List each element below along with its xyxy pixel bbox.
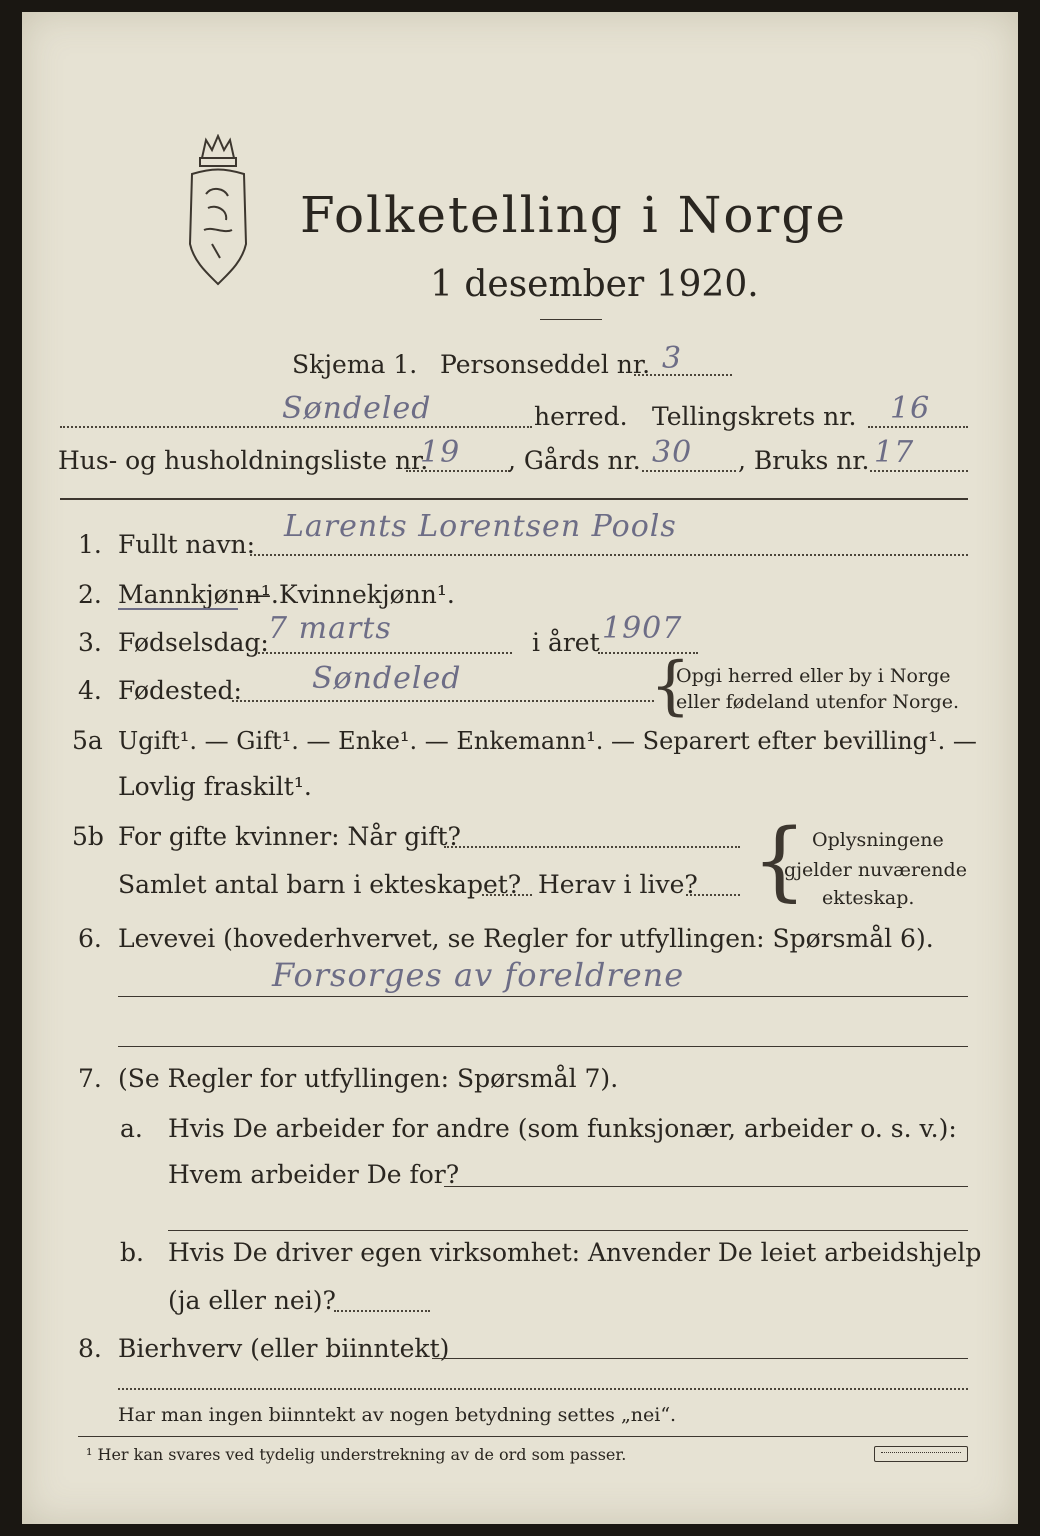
q7a-question: Hvem arbeider De for? <box>168 1160 460 1189</box>
q4-note-2: eller fødeland utenfor Norge. <box>676 691 960 713</box>
q6-number: 6. <box>78 924 102 953</box>
form-title: Folketelling i Norge <box>300 186 847 244</box>
hus-label: Hus- og husholdningsliste nr. <box>58 446 429 475</box>
q8-line-2 <box>118 1388 968 1390</box>
q5b-note-2: gjelder nuværende <box>784 859 967 881</box>
tellingskrets-line <box>868 426 968 428</box>
q5a-number: 5a <box>72 726 103 755</box>
q1-value: Larents Lorentsen Pools <box>284 509 677 544</box>
tellingskrets-label: Tellingskrets nr. <box>652 402 857 431</box>
gards-line <box>642 470 736 472</box>
hus-value: 19 <box>420 435 461 470</box>
q5b-note-1: Oplysningene <box>812 829 944 851</box>
q8-number: 8. <box>78 1334 102 1363</box>
q4-number: 4. <box>78 676 102 705</box>
skjema-label: Skjema 1. <box>292 350 418 379</box>
q7b-text: Hvis De driver egen virksomhet: Anvender De leiet arbeidshjelp <box>168 1238 982 1267</box>
q5b-alive-line <box>686 894 740 896</box>
q7b-letter: b. <box>120 1238 144 1267</box>
q2-number: 2. <box>78 580 102 609</box>
bruks-line <box>870 470 968 472</box>
q5a-line-1: Ugift¹. — Gift¹. — Enke¹. — Enkemann¹. — Separert efter bevilling¹. — <box>118 727 977 755</box>
census-date: 1 desember 1920. <box>430 264 759 305</box>
herred-label: herred. <box>534 402 628 431</box>
personseddel-value: 3 <box>662 341 683 376</box>
q3-label: Fødselsdag: <box>118 628 269 657</box>
q8-line-1 <box>432 1358 968 1359</box>
q8-label: Bierhverv (eller biinntekt) <box>118 1334 450 1363</box>
bruks-label: , Bruks nr. <box>738 446 870 475</box>
q1-label: Fullt navn: <box>118 530 256 559</box>
q3-year-label: i året <box>532 628 600 657</box>
q7a-letter: a. <box>120 1114 143 1143</box>
gards-value: 30 <box>652 435 693 470</box>
census-form <box>22 12 1018 1524</box>
personseddel-line <box>634 374 732 376</box>
q1-number: 1. <box>78 530 102 559</box>
q4-value: Søndeled <box>312 661 462 696</box>
q4-line <box>232 700 654 702</box>
herred-value: Søndeled <box>282 391 432 426</box>
q7-number: 7. <box>78 1064 102 1093</box>
herred-line <box>60 426 532 428</box>
q7b-line <box>334 1310 430 1312</box>
q5b-number: 5b <box>72 822 104 851</box>
tellingskrets-value: 16 <box>890 391 931 426</box>
q5b-children-line <box>482 894 532 896</box>
male-underline <box>118 608 238 610</box>
bruks-value: 17 <box>874 435 915 470</box>
q1-line <box>250 554 968 556</box>
header-rule <box>60 498 968 500</box>
q7a-line-2 <box>168 1230 968 1231</box>
q6-label: Levevei (hovederhvervet, se Regler for utfyllingen: Spørsmål 6). <box>118 924 934 953</box>
q5b-brace: { <box>752 811 807 911</box>
q7b-question: (ja eller nei)? <box>168 1286 336 1315</box>
q7-label: (Se Regler for utfyllingen: Spørsmål 7). <box>118 1064 619 1093</box>
q2-male: Mannkjønn¹. <box>118 580 279 609</box>
title-divider <box>540 319 602 320</box>
q2-female: — Kvinnekjønn¹. <box>246 580 455 609</box>
q3-value: 7 marts <box>268 611 392 646</box>
q4-label: Fødested: <box>118 676 242 705</box>
gards-label: , Gårds nr. <box>508 446 641 475</box>
q3-number: 3. <box>78 628 102 657</box>
footnote: ¹ Her kan svares ved tydelig understrekning av de ord som passer. <box>86 1445 627 1464</box>
q5a-line-2: Lovlig fraskilt¹. <box>118 772 312 801</box>
q4-brace: { <box>650 649 691 723</box>
q7a-text: Hvis De arbeider for andre (som funksjonær, arbeider o. s. v.): <box>168 1114 957 1143</box>
personseddel-label: Personseddel nr. <box>440 350 651 379</box>
q4-note-1: Opgi herred eller by i Norge <box>676 665 951 687</box>
q5b-line-1: For gifte kvinner: Når gift? <box>118 822 461 851</box>
q8-note: Har man ingen biinntekt av nogen betydning settes „nei“. <box>118 1404 677 1426</box>
q6-line-2 <box>118 1046 968 1047</box>
footnote-rule <box>78 1436 968 1437</box>
q6-value: Forsorges av foreldrene <box>272 956 685 994</box>
printer-stamp-text <box>881 1452 961 1453</box>
q3-line <box>258 652 512 654</box>
printer-stamp <box>874 1446 968 1462</box>
q3-year-value: 1907 <box>602 611 683 646</box>
q6-line-1 <box>118 996 968 997</box>
q5b-married-line <box>444 846 740 848</box>
q7a-line-1 <box>444 1186 968 1187</box>
q5b-alive-label: Herav i live? <box>538 870 698 899</box>
hus-line <box>406 470 510 472</box>
q5b-children-label: Samlet antal barn i ekteskapet? <box>118 870 522 899</box>
coat-of-arms-emblem <box>172 134 264 294</box>
q5b-note-3: ekteskap. <box>822 887 915 909</box>
